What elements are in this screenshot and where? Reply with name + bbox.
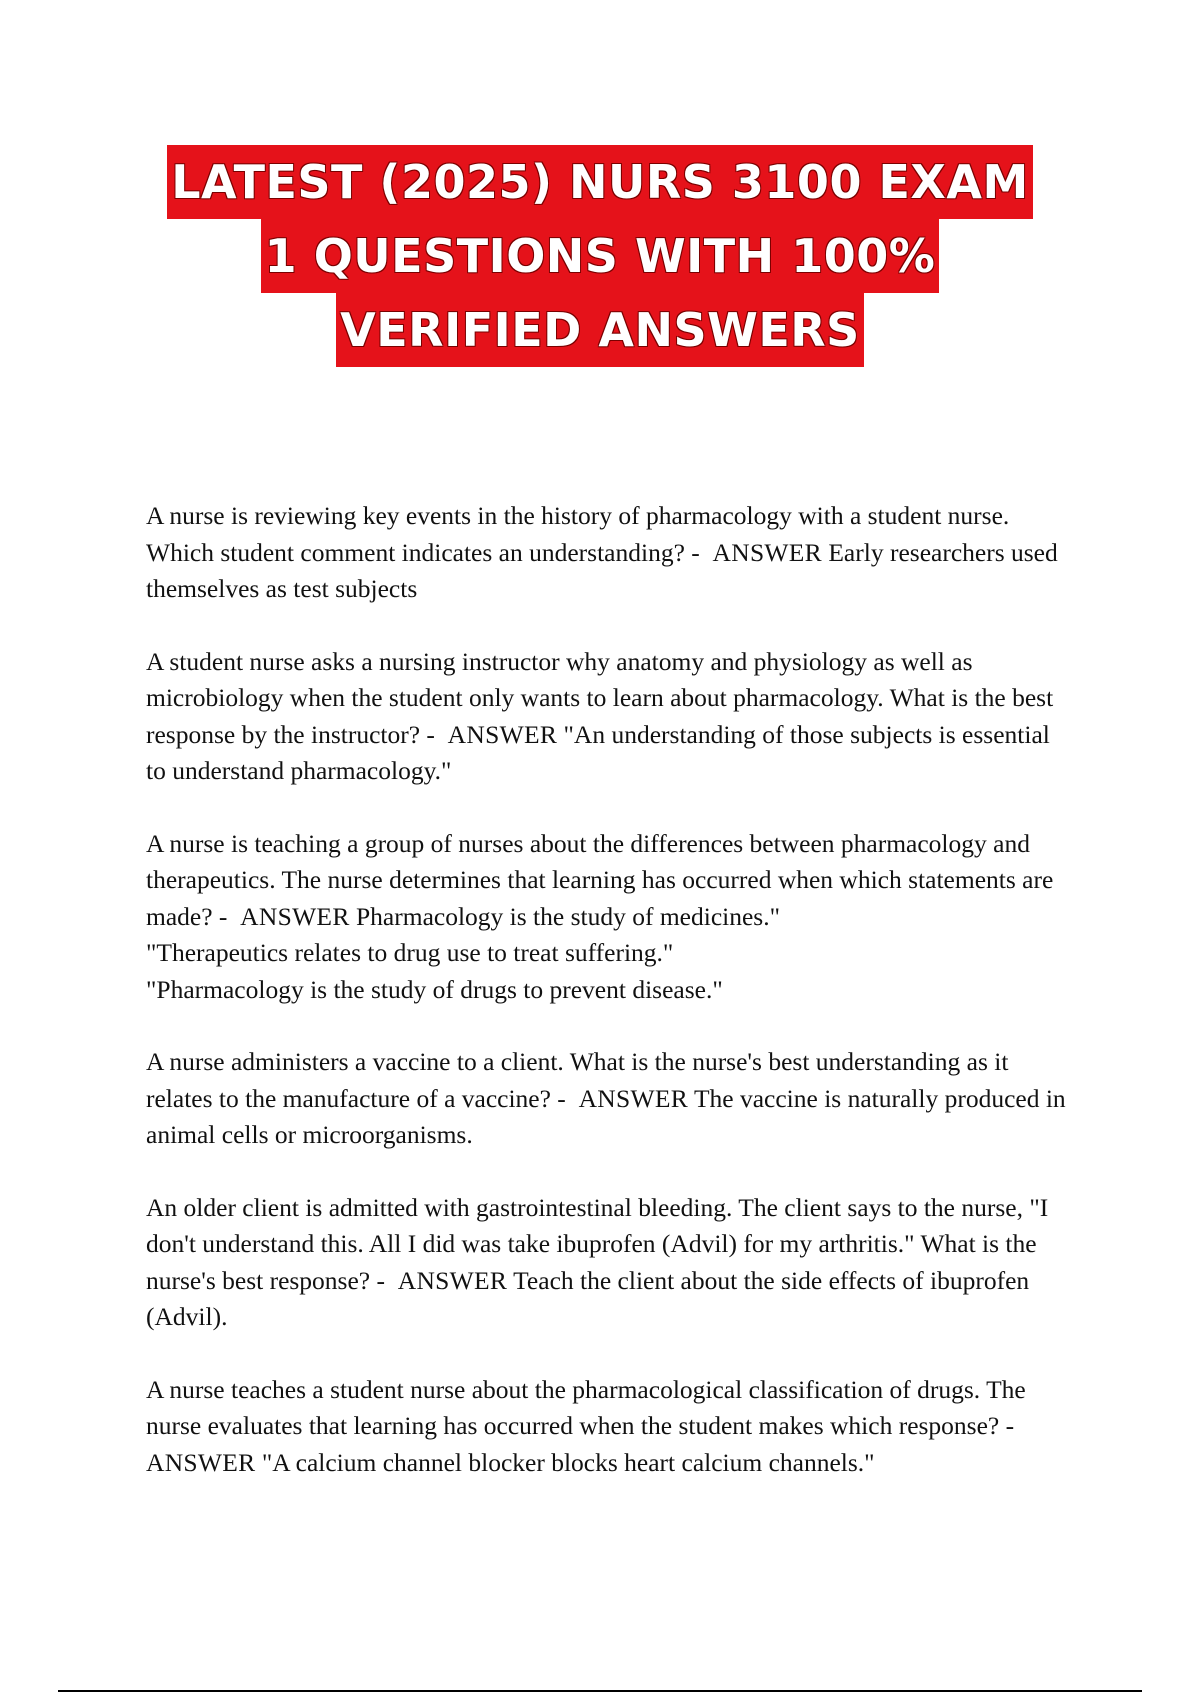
footer-divider [58,1690,1142,1692]
answer-label: ANSWER [712,537,822,567]
answer-label: ANSWER [397,1265,508,1295]
answer-label: ANSWER [240,901,350,931]
question-text: A nurse teaches a student nurse about the pharmacological classification of drugs. The nurse evaluates that learning has occurred when the student makes which response? - [146,1374,1026,1440]
qa-item [146,826,1066,1009]
qa-text [146,826,1066,936]
qa-item [146,644,1066,790]
question-text: An older client is admitted with gastrointestinal bleeding. The client says to the nurse, "I don't understand this. All I did was take ibuprofen (Advil) for my arthritis." What is the nurse's best response? - [146,1192,1049,1295]
answer-label: ANSWER [578,1083,689,1113]
answer-text: Early researchers used themselves as test subjects [146,537,1058,603]
answer-text: "A calcium channel blocker blocks heart calcium channels." [261,1447,875,1477]
qa-list [146,498,1066,1517]
question-text: A student nurse asks a nursing instructor why anatomy and physiology as well as microbiology when the student only wants to learn about pharmacology. What is the best response by the instructor? - [146,646,1054,749]
answer-text: Teach the client about the side effects of ibuprofen (Advil). [146,1265,1030,1331]
title-line-2: 1 QUESTIONS WITH 100% [261,219,940,293]
question-text: A nurse is reviewing key events in the history of pharmacology with a student nurse. Which student comment indicates an understanding? - [146,501,1010,567]
qa-item [146,1372,1066,1482]
qa-text [146,1190,1066,1336]
answer-text: "An understanding of those subjects is essential to understand pharmacology." [146,719,1050,785]
question-text: A nurse administers a vaccine to a client. What is the nurse's best understanding as it relates to the manufacture of a vaccine? - [146,1047,1009,1113]
qa-item [146,1190,1066,1336]
qa-text [146,1372,1066,1482]
answer-text: Pharmacology is the study of medicines." [356,901,780,931]
question-text: A nurse is teaching a group of nurses about the differences between pharmacology and therapeutics. The nurse determines that learning has occurred when which statements are made? - [146,828,1054,931]
title-line-3: VERIFIED ANSWERS [336,293,864,367]
qa-item [146,498,1066,608]
answer-extra-line: "Therapeutics relates to drug use to treat suffering." [146,938,674,967]
answer-text: The vaccine is naturally produced in animal cells or microorganisms. [146,1083,1066,1149]
qa-text [146,498,1066,608]
title-line-1: LATEST (2025) NURS 3100 EXAM [167,145,1032,219]
answer-extra-line: "Pharmacology is the study of drugs to prevent disease." [146,974,723,1004]
answer-label: ANSWER [447,719,558,749]
qa-text [146,644,1066,790]
qa-text [146,1044,1066,1154]
document-title [0,145,1200,367]
answer-label: ANSWER [146,1447,256,1477]
qa-item [146,1044,1066,1154]
